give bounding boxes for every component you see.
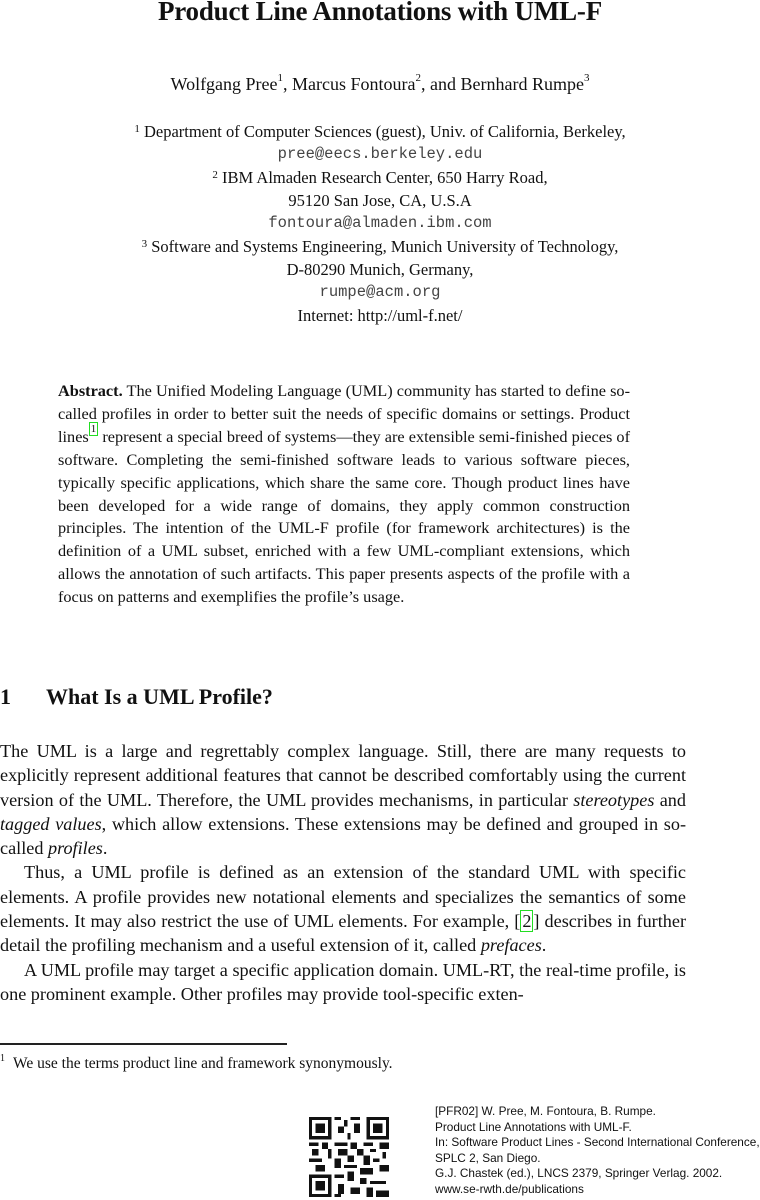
section-title: What Is a UML Profile? xyxy=(46,684,273,709)
abstract xyxy=(58,380,630,609)
section-body xyxy=(0,739,686,1006)
author-name: Marcus Fontoura xyxy=(292,74,416,94)
abstract-text: The Unified Modeling Language (UML) community has started to define so-called profiles in order to better suit the needs of specific domains or settings. Product lines xyxy=(58,381,630,446)
footnote-link[interactable]: 1 xyxy=(90,422,97,435)
citation-line: [PFR02] W. Pree, M. Fontoura, B. Rumpe. xyxy=(435,1104,656,1118)
italic-term: stereotypes xyxy=(573,789,655,810)
affiliation-mark: 2 xyxy=(212,169,218,181)
affiliation-line: 95120 San Jose, CA, U.S.A xyxy=(288,191,472,210)
section-number: 1 xyxy=(0,684,11,709)
email-link[interactable]: rumpe@acm.org xyxy=(319,283,441,301)
citation-line: G.J. Chastek (ed.), LNCS 2379, Springer Verlag. 2002. xyxy=(435,1166,723,1181)
footnote-mark: 1 xyxy=(0,1053,5,1064)
italic-term: prefaces xyxy=(480,935,542,956)
author-name: Wolfgang Pree xyxy=(170,74,278,94)
citation-line: In: Software Product Lines - Second International Conference, xyxy=(435,1135,760,1150)
affiliation-1 xyxy=(0,120,760,143)
affiliation-mark: 1 xyxy=(134,123,140,135)
email-link[interactable]: pree@eecs.berkeley.edu xyxy=(277,145,483,163)
footnote-divider xyxy=(0,1043,287,1045)
affiliation-3 xyxy=(0,235,760,258)
citation-block xyxy=(435,1104,760,1198)
footnote-text: We use the terms product line and framework synonymously. xyxy=(13,1055,393,1072)
paper-title: Product Line Annotations with UML-F xyxy=(157,0,603,26)
internet-link[interactable]: Internet: http://uml-f.net/ xyxy=(297,306,463,325)
paragraph: The UML is a large and regrettably complex language. Still, there are many requests to explicitly represent additional features that cannot be described comfortably using the current version of the UML. Therefore, the UML provides mechanisms, in particular stereotypes and tagged values, which allow extensions. These extensions may be defined and grouped in so-called profiles. xyxy=(0,741,686,859)
abstract-text: represent a special breed of systems—they are extensible semi-finished pieces of software. Completing the semi-finished software leads to various software pieces, typically specific applications, which share the same core. Though product lines have been developed for a wide range of domains, they apply common construction principles. The intention of the UML-F profile (for framework architectures) is the definition of a UML subset, enriched with a few UML-compliant extensions, which allows the annotation of such artifacts. This paper presents aspects of the profile with a focus on patterns and exemplifies the profile’s usage. xyxy=(58,426,630,607)
affiliation-line: Software and Systems Engineering, Munich University of Technology, xyxy=(151,237,619,256)
qr-code-icon xyxy=(307,1117,391,1197)
section-heading xyxy=(0,684,273,710)
citation-line: SPLC 2, San Diego. xyxy=(435,1150,541,1165)
italic-term: profiles xyxy=(47,838,103,859)
separator: , and xyxy=(421,74,461,94)
affiliation-mark: 3 xyxy=(583,72,590,84)
author-list xyxy=(0,74,760,95)
affiliation-mark: 3 xyxy=(141,238,148,250)
paragraph: A UML profile may target a specific application domain. UML-RT, the real-time profile, is one prominent example. Other profiles may provide tool-specific exten- xyxy=(0,959,686,1004)
citation-link[interactable]: 2 xyxy=(522,911,532,932)
separator: , xyxy=(283,74,293,94)
email-link[interactable]: fontoura@almaden.ibm.com xyxy=(268,214,492,232)
affiliation-line: IBM Almaden Research Center, 650 Harry Road, xyxy=(222,168,548,187)
affiliation-mark: 1 xyxy=(277,72,284,84)
publications-link[interactable]: www.se-rwth.de/publications xyxy=(435,1181,584,1196)
affiliations xyxy=(0,120,760,327)
citation-line: Product Line Annotations with UML-F. xyxy=(435,1119,632,1134)
italic-term: tagged values xyxy=(0,813,102,834)
affiliation-2 xyxy=(0,166,760,189)
affiliation-line: Department of Computer Sciences (guest), Univ. of California, Berkeley, xyxy=(143,122,626,141)
affiliation-line: D-80290 Munich, Germany, xyxy=(286,260,474,279)
affiliation-mark: 2 xyxy=(415,72,422,84)
abstract-label: Abstract. xyxy=(58,381,123,400)
author-name: Bernhard Rumpe xyxy=(460,74,584,94)
footnote xyxy=(0,1055,393,1073)
paragraph: Thus, a UML profile is defined as an extension of the standard UML with specific elements. A profile provides new notational elements and specializes the semantics of some elements. It may also restrict the use of UML elements. For example, [ 2 ] describes in further detail the profiling mechanism and a useful extension of it, called prefaces. xyxy=(0,862,687,956)
